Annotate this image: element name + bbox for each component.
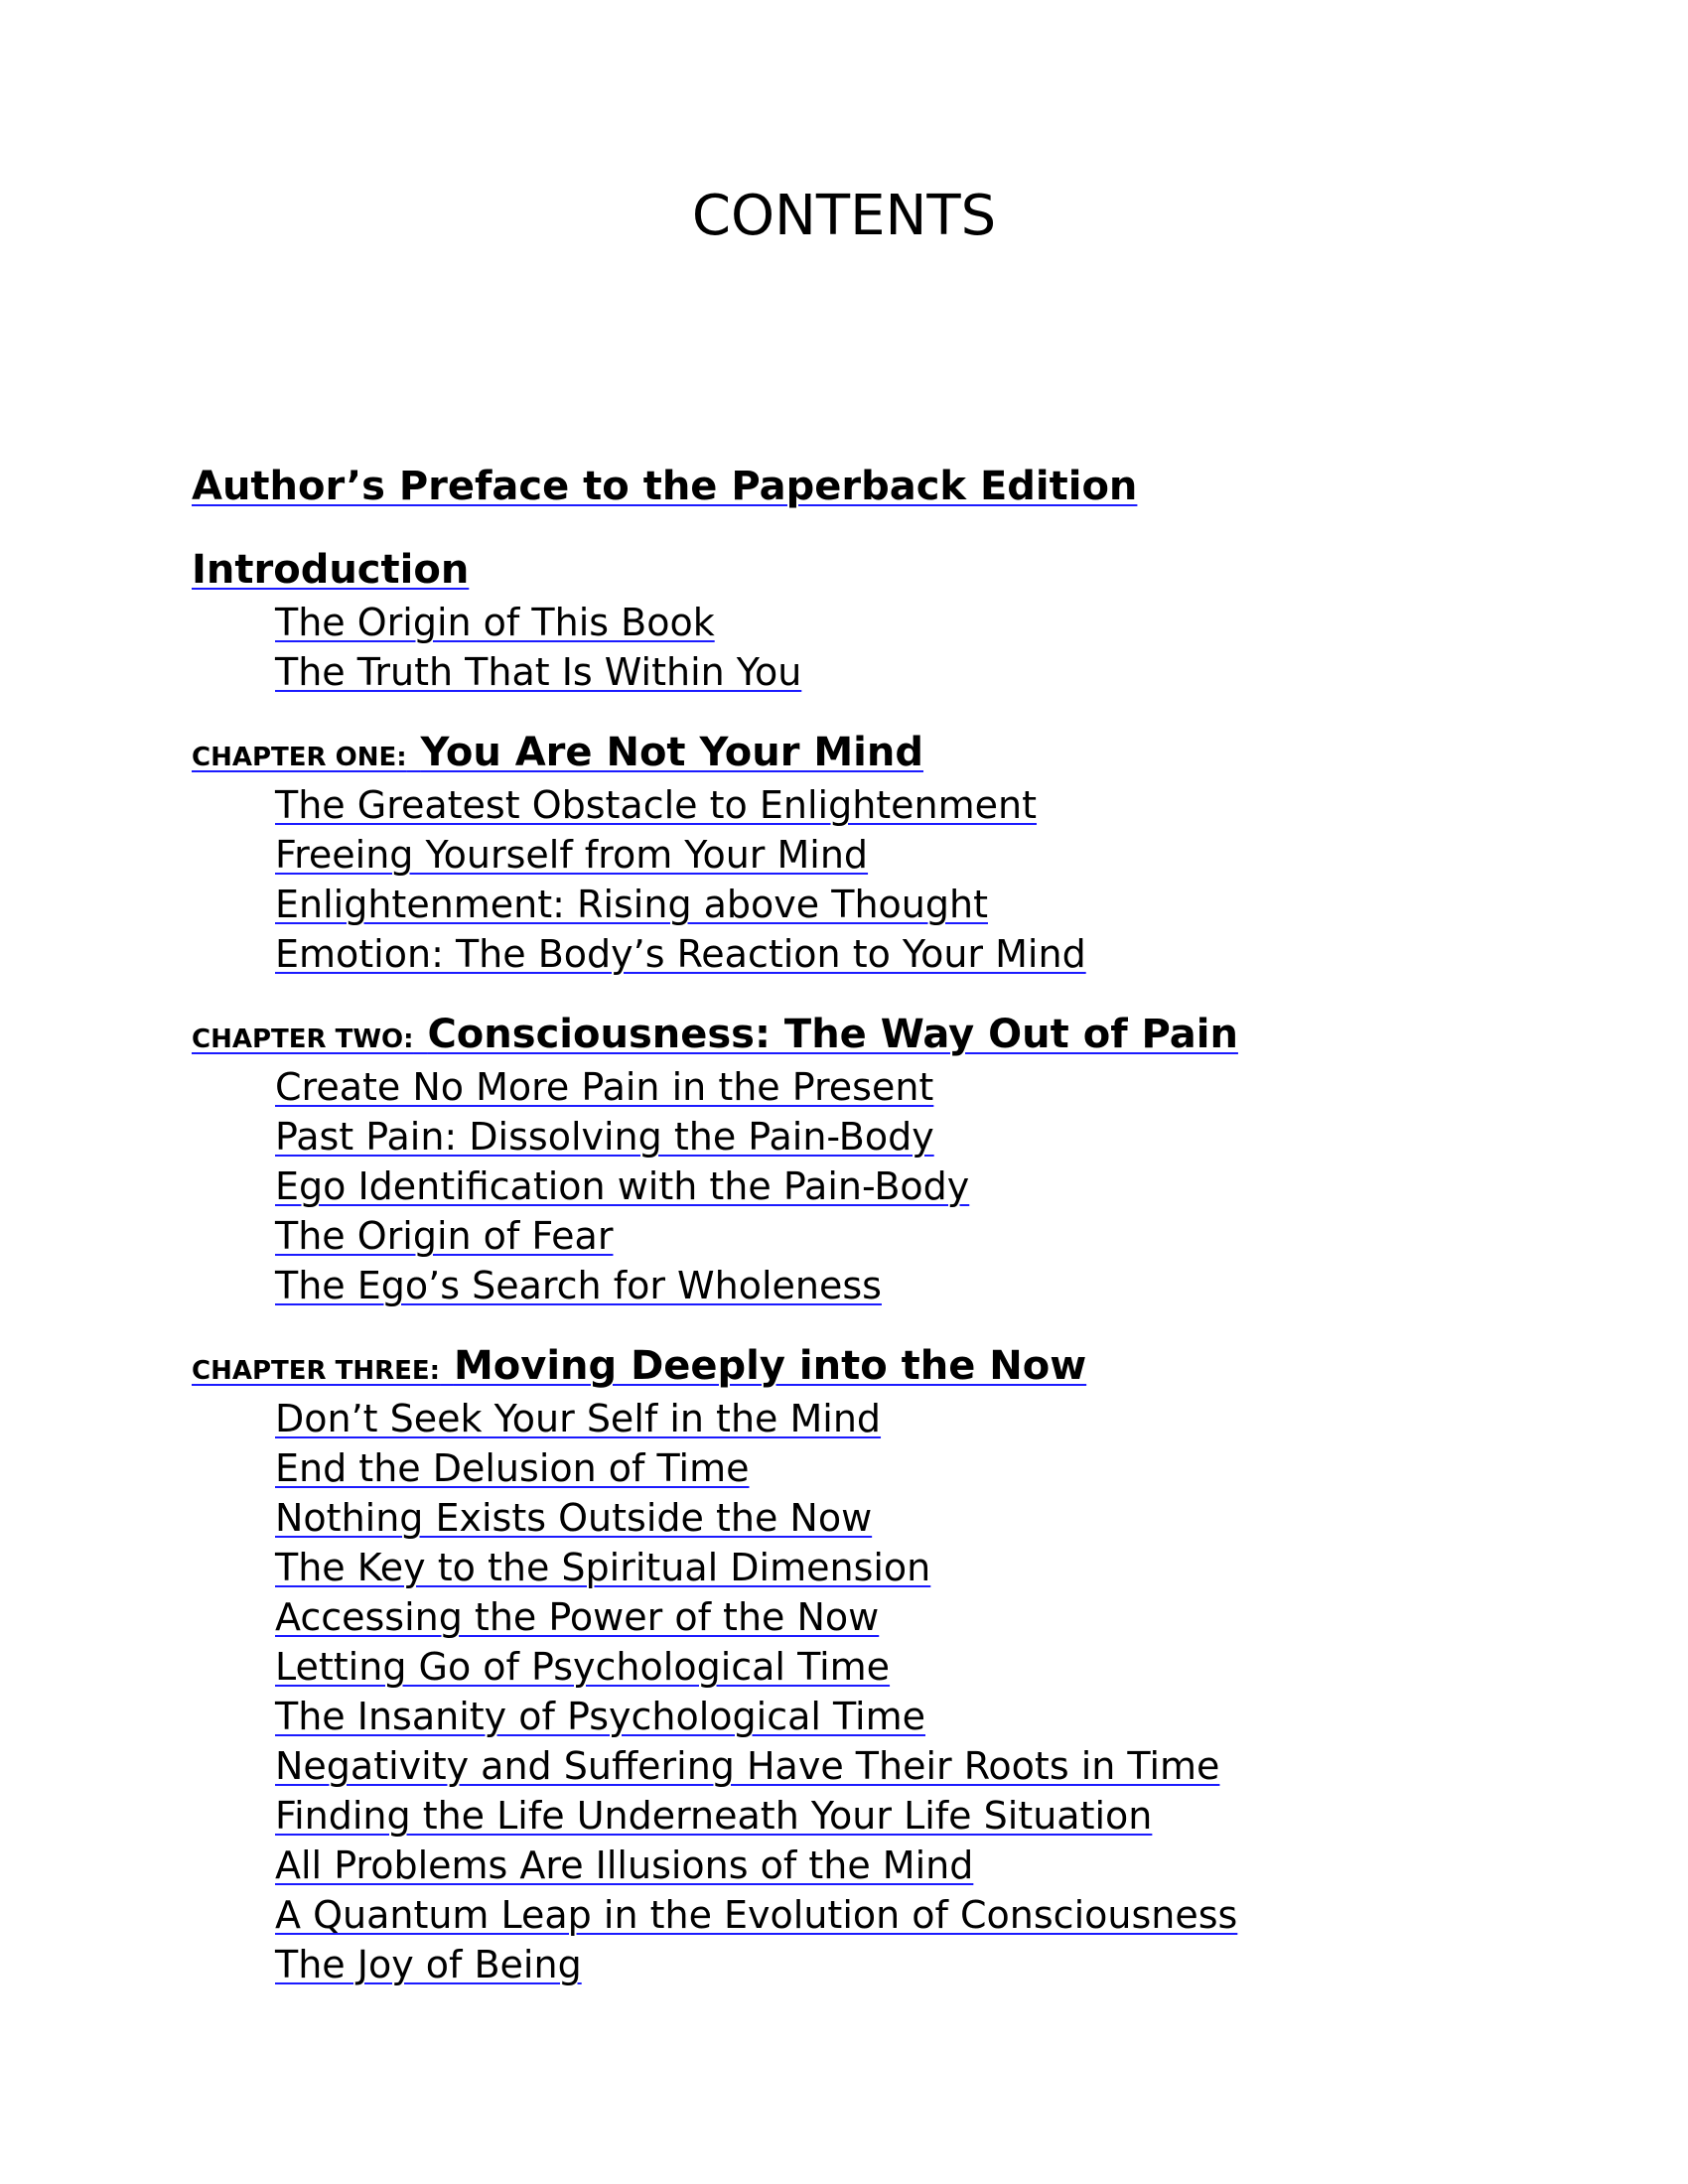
toc-section-link[interactable]: The Origin of This Book xyxy=(275,601,715,644)
toc-section-link[interactable]: Past Pain: Dissolving the Pain-Body xyxy=(275,1115,934,1159)
toc-section-link[interactable]: Don’t Seek Your Self in the Mind xyxy=(275,1397,882,1440)
list-item xyxy=(275,1062,1602,1112)
list-item xyxy=(275,1261,1602,1310)
chapter-prefix: CHAPTER ONE: xyxy=(192,743,407,772)
toc-section-link[interactable]: The Insanity of Psychological Time xyxy=(275,1695,925,1738)
toc-section-link[interactable]: Nothing Exists Outside the Now xyxy=(275,1496,873,1540)
chapter-title: You Are Not Your Mind xyxy=(420,730,923,775)
list-item xyxy=(275,1692,1602,1741)
list-item xyxy=(275,1394,1602,1443)
list-item xyxy=(275,647,1602,697)
toc-section-link[interactable]: All Problems Are Illusions of the Mind xyxy=(275,1843,974,1887)
toc-sublist-chapter-three xyxy=(192,1394,1602,1989)
page-title: CONTENTS xyxy=(691,184,997,248)
toc-heading-chapter-two xyxy=(192,1007,1602,1062)
list-item xyxy=(275,1543,1602,1592)
toc-heading-preface xyxy=(192,459,1602,514)
list-item xyxy=(275,780,1602,830)
toc-section-link[interactable]: A Quantum Leap in the Evolution of Consciousness xyxy=(275,1893,1238,1937)
toc-heading-introduction xyxy=(192,542,1602,598)
list-item xyxy=(275,1791,1602,1841)
toc-part-chapter-two xyxy=(192,1007,1602,1310)
list-item xyxy=(275,1741,1602,1791)
toc-link-introduction[interactable]: Introduction xyxy=(192,547,470,593)
chapter-title: Moving Deeply into the Now xyxy=(453,1343,1087,1389)
toc-section-link[interactable]: The Truth That Is Within You xyxy=(275,650,802,694)
chapter-prefix: CHAPTER TWO: xyxy=(192,1024,414,1054)
toc-section-link[interactable]: Accessing the Power of the Now xyxy=(275,1595,880,1639)
toc-part-introduction xyxy=(192,542,1602,697)
list-item xyxy=(275,880,1602,929)
list-item xyxy=(275,1161,1602,1211)
list-item xyxy=(275,1493,1602,1543)
list-item xyxy=(275,1443,1602,1493)
toc-section-link[interactable]: Letting Go of Psychological Time xyxy=(275,1645,891,1689)
toc-section-link[interactable]: Emotion: The Body’s Reaction to Your Mind xyxy=(275,932,1086,976)
list-item xyxy=(275,929,1602,979)
toc-link-chapter-two[interactable] xyxy=(192,1012,1238,1057)
toc-part-preface xyxy=(192,459,1602,514)
list-item xyxy=(275,1890,1602,1940)
chapter-title: Consciousness: The Way Out of Pain xyxy=(427,1012,1238,1057)
list-item xyxy=(275,1592,1602,1642)
toc-section-link[interactable]: Freeing Yourself from Your Mind xyxy=(275,833,869,877)
toc-section-link[interactable]: The Greatest Obstacle to Enlightenment xyxy=(275,783,1038,827)
list-item xyxy=(275,1112,1602,1161)
toc-link-chapter-three[interactable] xyxy=(192,1343,1086,1389)
toc-section-link[interactable]: Enlightenment: Rising above Thought xyxy=(275,883,988,926)
list-item xyxy=(275,830,1602,880)
toc-section-link[interactable]: Create No More Pain in the Present xyxy=(275,1065,934,1109)
toc-sublist-introduction xyxy=(192,598,1602,697)
toc-section-link[interactable]: Ego Identification with the Pain-Body xyxy=(275,1164,970,1208)
chapter-prefix: CHAPTER THREE: xyxy=(192,1356,441,1386)
toc-section-link[interactable]: The Ego’s Search for Wholeness xyxy=(275,1264,882,1307)
toc-section-link[interactable]: The Origin of Fear xyxy=(275,1214,614,1258)
toc-section-link[interactable]: Finding the Life Underneath Your Life Situation xyxy=(275,1794,1153,1838)
toc-link-preface[interactable]: Author’s Preface to the Paperback Edition xyxy=(192,464,1138,509)
table-of-contents xyxy=(192,459,1602,1989)
toc-section-link[interactable]: The Joy of Being xyxy=(275,1943,582,1986)
list-item xyxy=(275,1211,1602,1261)
list-item xyxy=(275,1642,1602,1692)
toc-link-chapter-one[interactable] xyxy=(192,730,923,775)
toc-heading-chapter-one xyxy=(192,725,1602,780)
list-item xyxy=(275,598,1602,647)
toc-sublist-chapter-two xyxy=(192,1062,1602,1310)
toc-sublist-chapter-one xyxy=(192,780,1602,979)
list-item xyxy=(275,1841,1602,1890)
toc-part-chapter-one xyxy=(192,725,1602,979)
toc-section-link[interactable]: End the Delusion of Time xyxy=(275,1446,750,1490)
list-item xyxy=(275,1940,1602,1989)
toc-section-link[interactable]: Negativity and Suffering Have Their Roots in Time xyxy=(275,1744,1220,1788)
toc-heading-chapter-three xyxy=(192,1338,1602,1394)
toc-part-chapter-three xyxy=(192,1338,1602,1989)
toc-section-link[interactable]: The Key to the Spiritual Dimension xyxy=(275,1546,931,1589)
